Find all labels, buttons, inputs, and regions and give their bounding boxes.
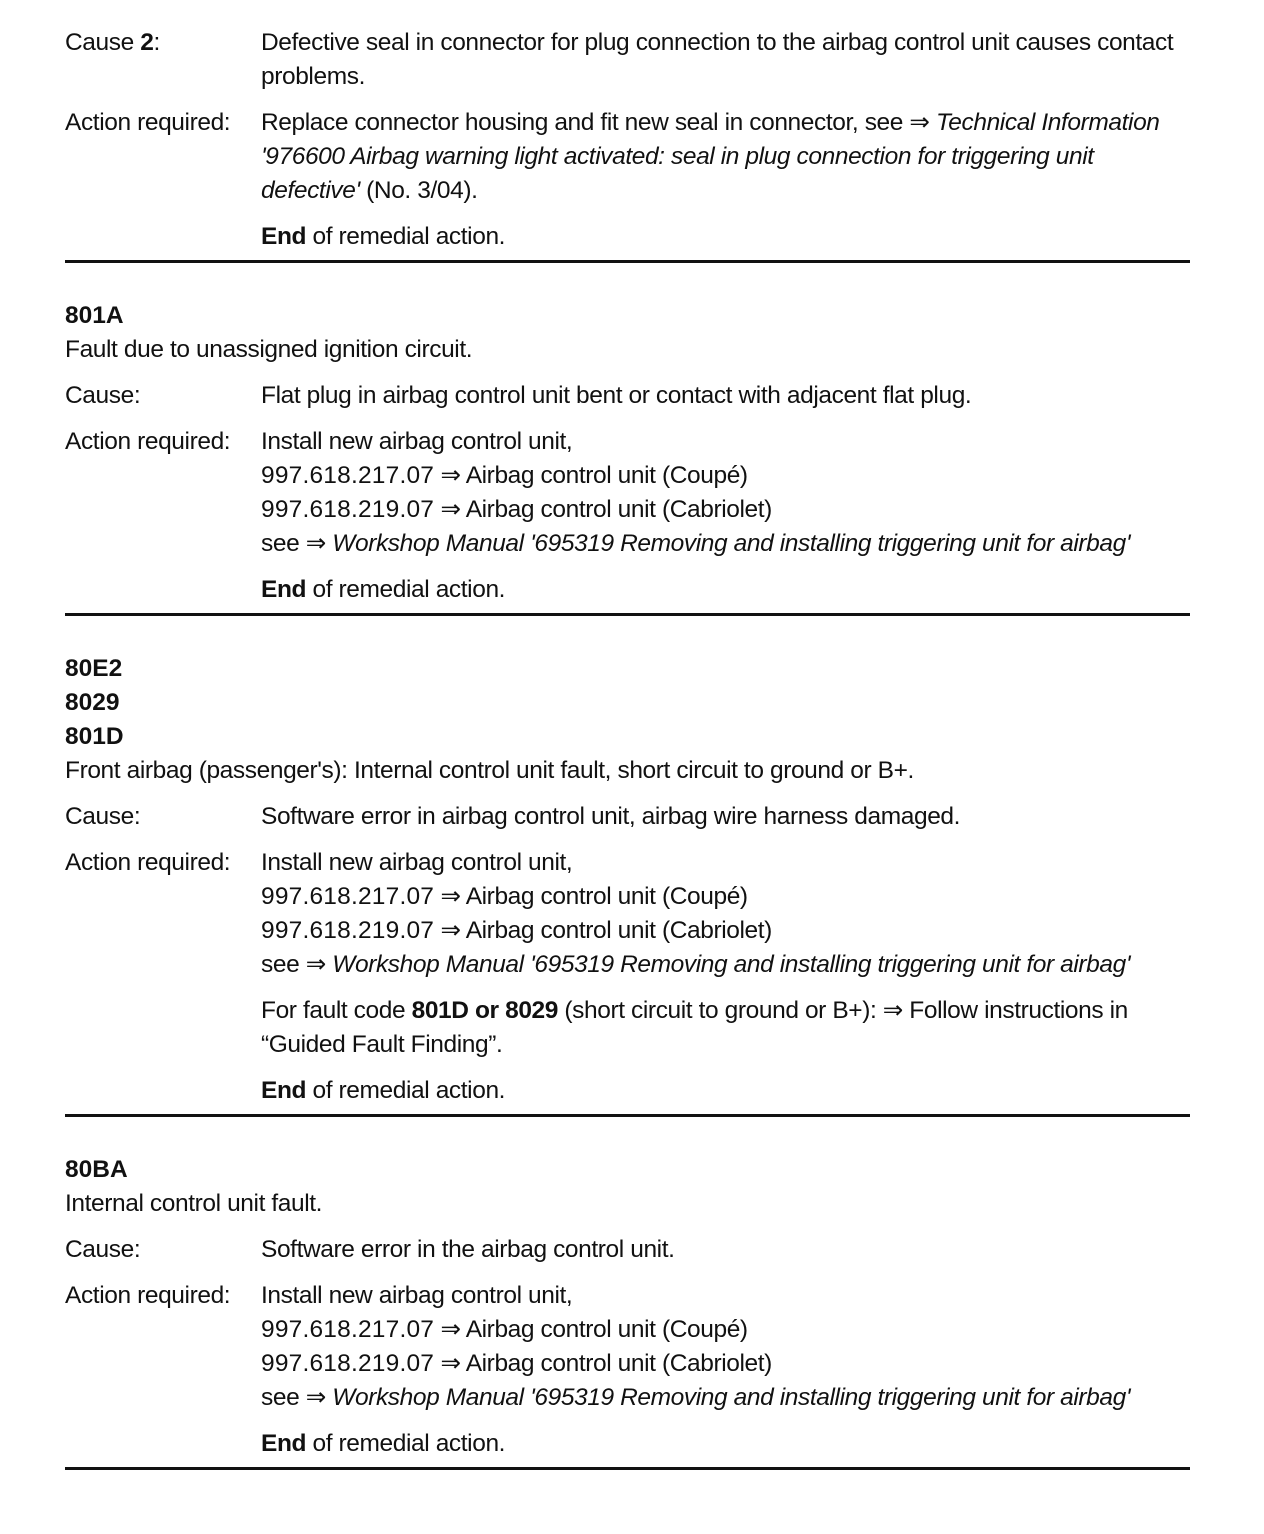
cause-row [65, 26, 1190, 94]
part-line: 997.618.219.07 ⇒ Airbag control unit (Cabriolet) [261, 917, 772, 944]
action-text: Install new airbag control unit, 997.618.217.07 ⇒ Airbag control unit (Coupé) 997.618.219.07 ⇒ Airbag control unit (Cabriolet) see ⇒ Workshop Manual '695319 Removing and installing triggering unit for airbag' [261, 846, 1190, 982]
part-line: 997.618.217.07 ⇒ Airbag control unit (Coupé) [261, 1316, 748, 1343]
cause-label: Cause: [65, 1236, 141, 1263]
cause-text: Flat plug in airbag control unit bent or contact with adjacent flat plug. [261, 382, 972, 409]
part-line: 997.618.219.07 ⇒ Airbag control unit (Cabriolet) [261, 1350, 772, 1377]
action-text: Replace connector housing and fit new seal in connector, see ⇒ Technical Information '976600 Airbag warning light activated: seal in plug connection for triggering unit defective' (No. 3/04). [261, 109, 1160, 204]
action-label: Action required: [65, 849, 231, 876]
cause-text: Software error in airbag control unit, airbag wire harness damaged. [261, 803, 961, 830]
action-row [65, 425, 1190, 561]
fault-code: 80E2 [65, 655, 123, 682]
action-label: Action required: [65, 428, 231, 455]
fault-code: 8029 [65, 689, 120, 716]
technical-information-link: Technical Information '976600 Airbag warning light activated: seal in plug connection for triggering unit defective' [261, 109, 1160, 204]
end-text: End of remedial action. [261, 223, 506, 250]
action-row [65, 106, 1190, 208]
action-label: Action required: [65, 109, 231, 136]
section-divider [65, 260, 1190, 263]
cause-label: Cause: [65, 382, 141, 409]
action-text: Install new airbag control unit, 997.618.217.07 ⇒ Airbag control unit (Coupé) 997.618.219.07 ⇒ Airbag control unit (Cabriolet) see ⇒ Workshop Manual '695319 Removing and installing triggering unit for airbag' [261, 425, 1190, 561]
cause-text: Software error in the airbag control unit. [261, 1236, 675, 1263]
end-row [65, 1427, 1190, 1461]
fault-code: 80BA [65, 1156, 128, 1183]
section-divider [65, 613, 1190, 616]
part-line: 997.618.217.07 ⇒ Airbag control unit (Coupé) [261, 462, 748, 489]
end-row [65, 1074, 1190, 1108]
action-row [65, 846, 1190, 982]
action-row [65, 1279, 1190, 1415]
part-line: 997.618.219.07 ⇒ Airbag control unit (Cabriolet) [261, 496, 772, 523]
end-row [65, 573, 1190, 607]
action-label: Action required: [65, 1282, 231, 1309]
fault-code-note: For fault code 801D or 8029 (short circuit to ground or B+): ⇒ Follow instructions in “Guided Fault Finding”. [261, 997, 1128, 1058]
end-row [65, 220, 1190, 254]
end-text: End of remedial action. [261, 1077, 506, 1104]
fault-code: 801D [65, 723, 124, 750]
cause-row [65, 379, 1190, 413]
workshop-manual-ref: see ⇒ Workshop Manual '695319 Removing and installing triggering unit for airbag' [261, 1384, 1131, 1411]
part-line: 997.618.217.07 ⇒ Airbag control unit (Coupé) [261, 883, 748, 910]
end-text: End of remedial action. [261, 1430, 506, 1457]
section-divider [65, 1114, 1190, 1117]
end-text: End of remedial action. [261, 576, 506, 603]
section-801A [65, 299, 1190, 616]
fault-description: Internal control unit fault. [65, 1190, 323, 1217]
section-80E2-8029-801D [65, 652, 1190, 1117]
action-text: Install new airbag control unit, 997.618.217.07 ⇒ Airbag control unit (Coupé) 997.618.219.07 ⇒ Airbag control unit (Cabriolet) see ⇒ Workshop Manual '695319 Removing and installing triggering unit for airbag' [261, 1279, 1190, 1415]
cause-row [65, 1233, 1190, 1267]
workshop-manual-ref: see ⇒ Workshop Manual '695319 Removing and installing triggering unit for airbag' [261, 530, 1131, 557]
fault-description: Fault due to unassigned ignition circuit. [65, 336, 473, 363]
cause-label: Cause: [65, 803, 141, 830]
cause-label: Cause 2: [65, 29, 160, 56]
workshop-manual-ref: see ⇒ Workshop Manual '695319 Removing and installing triggering unit for airbag' [261, 951, 1131, 978]
fault-code: 801A [65, 302, 124, 329]
top-block [65, 26, 1190, 263]
section-divider [65, 1467, 1190, 1470]
cause-text: Defective seal in connector for plug connection to the airbag control unit causes contact problems. [261, 29, 1174, 90]
cause-row [65, 800, 1190, 834]
fault-description: Front airbag (passenger's): Internal control unit fault, short circuit to ground or B+. [65, 757, 914, 784]
section-80BA [65, 1153, 1190, 1470]
note-row [65, 994, 1190, 1062]
